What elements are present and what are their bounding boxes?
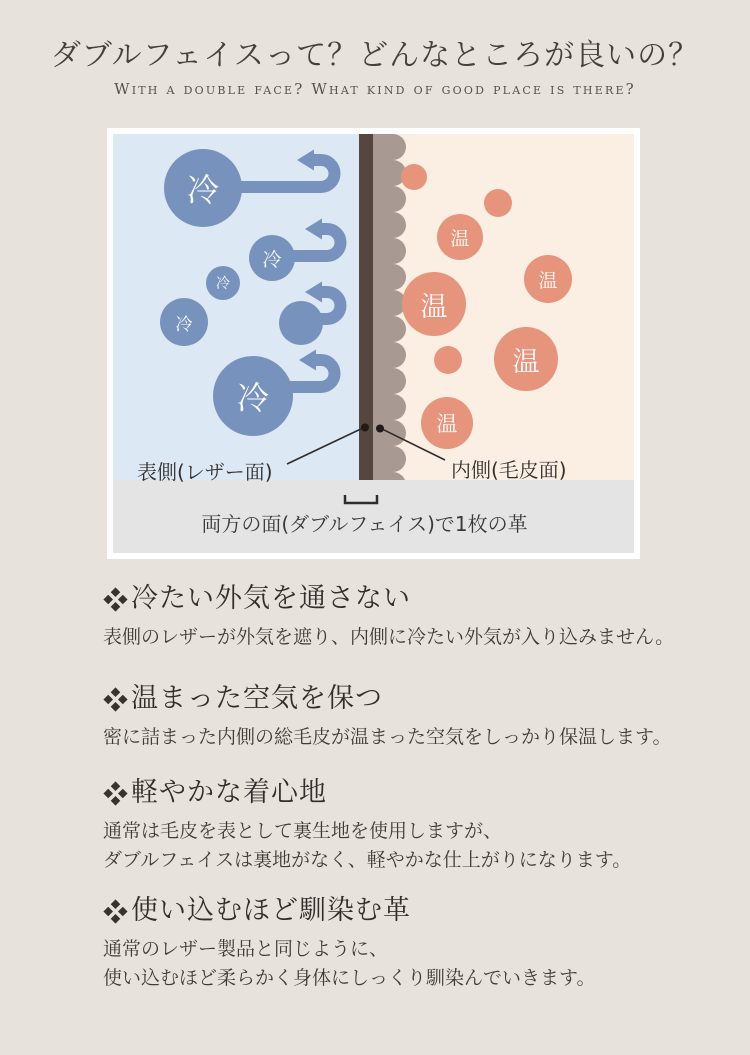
section-body-line: 使い込むほど柔らかく身体にしっくり馴染んでいきます。 (103, 966, 596, 989)
section-heading: 冷たい外気を通さない (131, 583, 411, 614)
page-subtitle: With a double face? What kind of good place is there? (114, 80, 636, 98)
warm-circle: 温 (402, 272, 466, 336)
diagram-inner (113, 134, 634, 553)
warm-circle: 温 (494, 327, 558, 391)
section-body (103, 935, 703, 992)
warm-circle: 温 (437, 214, 483, 260)
feature-section (103, 894, 703, 992)
section-head (103, 682, 703, 716)
diamond-cluster-icon (103, 687, 128, 712)
section-body-line: 密に詰まった内側の総毛皮が温まった空気をしっかり保温します。 (103, 726, 672, 748)
section-body-line: ダブルフェイスは裏地がなく、軽やかな仕上がりになります。 (103, 848, 632, 871)
inner-pointer-dot (376, 425, 384, 433)
cold-circle-plain (279, 301, 323, 345)
warm-circle-plain (484, 189, 512, 217)
feature-section (103, 682, 703, 752)
section-heading: 軽やかな着心地 (131, 777, 327, 808)
section-head (103, 776, 703, 810)
section-heading: 温まった空気を保つ (131, 683, 383, 714)
section-heading: 使い込むほど馴染む革 (131, 895, 411, 926)
section-body-line: 表側のレザーが外気を遮り、内側に冷たい外気が入り込みません。 (103, 626, 675, 648)
page-title: ダブルフェイスって？どんなところが良いの？ (50, 38, 700, 73)
diamond-cluster-icon (103, 899, 128, 924)
warm-circle-plain (434, 346, 462, 374)
warm-circle: 温 (421, 397, 473, 449)
section-body (103, 817, 703, 874)
section-body-line: 通常のレザー製品と同じように、 (103, 938, 389, 960)
double-face-diagram (107, 128, 640, 559)
cold-circle: 冷 (164, 149, 242, 227)
diamond-cluster-icon (103, 587, 128, 612)
cold-circle: 冷 (160, 298, 208, 346)
section-head (103, 894, 703, 928)
feature-section (103, 582, 703, 652)
section-body (103, 623, 703, 652)
inner-side-label: 内側(毛皮面) (451, 458, 567, 482)
section-body (103, 723, 703, 752)
warm-circle: 温 (524, 255, 572, 303)
surface-side-label: 表側(レザー面) (137, 460, 273, 484)
warm-circle-plain (401, 164, 427, 190)
section-body-line: 通常は毛皮を表として裏生地を使用しますが、 (103, 820, 503, 842)
surface-pointer-dot (361, 424, 369, 432)
feature-section (103, 776, 703, 874)
section-head (103, 582, 703, 616)
diagram-caption: 両方の面(ダブルフェイス)で1枚の革 (201, 512, 528, 536)
cold-circle: 冷 (249, 235, 295, 281)
cold-circle: 冷 (213, 356, 293, 436)
cold-circle: 冷 (206, 266, 240, 300)
diamond-cluster-icon (103, 781, 128, 806)
